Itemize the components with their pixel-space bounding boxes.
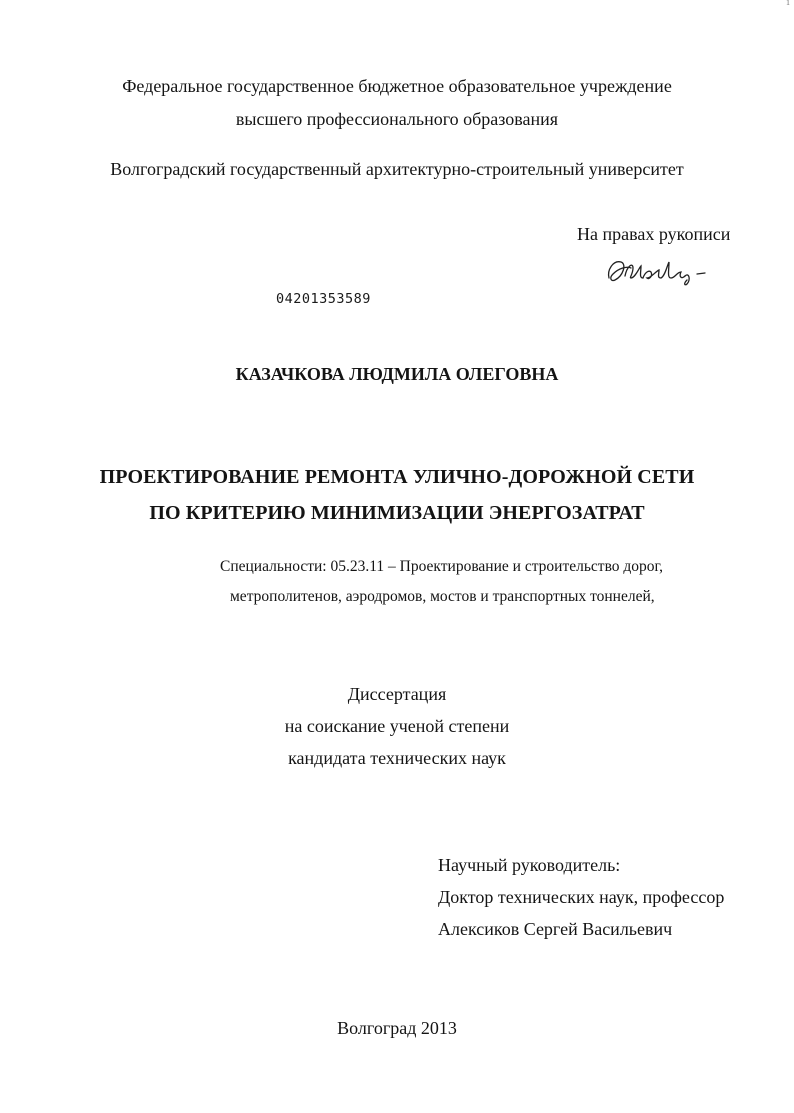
city-year: Волгоград 2013 [337, 1018, 457, 1038]
supervisor-degree: Доктор технических наук, профессор [438, 887, 725, 907]
specialty-line-1: Специальности: 05.23.11 – Проектирование и строительство дорог, [220, 558, 664, 575]
dissertation-label: Диссертация [347, 684, 447, 704]
degree-name: кандидата технических наук [288, 748, 506, 768]
institution-line-1: Федеральное государственное бюджетное образовательное учреждение [122, 76, 672, 96]
institution-line-2: высшего профессионального образования [235, 109, 559, 129]
thesis-title-line-1: ПРОЕКТИРОВАНИЕ РЕМОНТА УЛИЧНО-ДОРОЖНОЙ СЕТИ [99, 466, 695, 488]
rights-note: На правах рукописи [577, 224, 731, 244]
page-corner-mark: 1 [786, 0, 790, 7]
supervisor-name: Алексиков Сергей Васильевич [438, 919, 673, 939]
supervisor-label: Научный руководитель: [438, 855, 621, 875]
registration-number: 04201353589 [276, 291, 371, 307]
author-name: КАЗАЧКОВА ЛЮДМИЛА ОЛЕГОВНА [235, 364, 559, 384]
thesis-title-line-2: ПО КРИТЕРИЮ МИНИМИЗАЦИИ ЭНЕРГОЗАТРАТ [149, 502, 645, 524]
signature-icon [603, 254, 713, 290]
university-name: Волгоградский государственный архитектурно-строительный университет [110, 159, 684, 179]
specialty-line-2: метрополитенов, аэродромов, мостов и транспортных тоннелей, [230, 588, 655, 605]
degree-seeking-line: на соискание ученой степени [284, 716, 510, 736]
